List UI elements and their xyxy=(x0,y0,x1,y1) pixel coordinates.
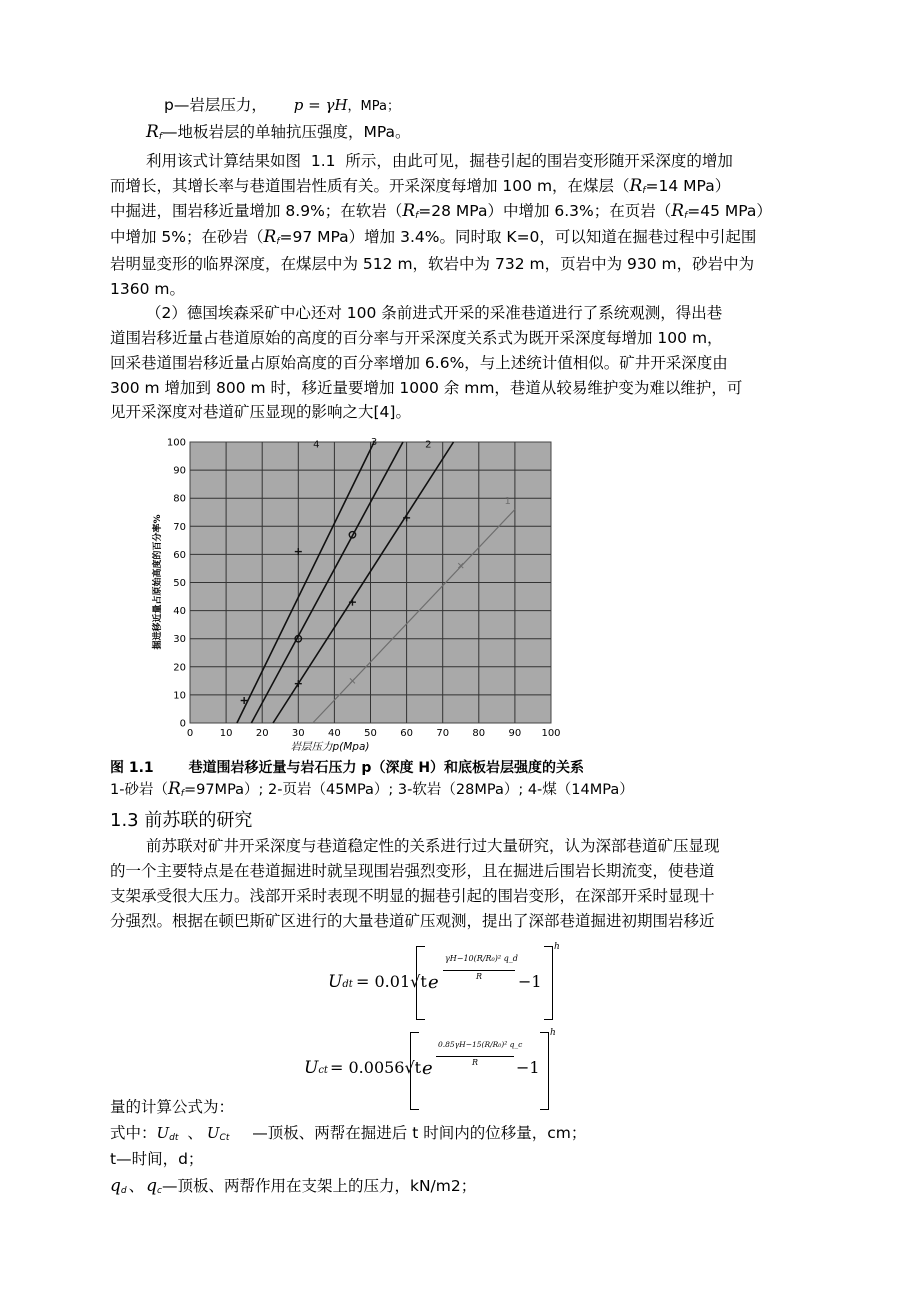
para2-line5: 岩明显变形的临界深度，在煤层中为 512 m，软岩中为 732 m，页岩中为 930 m，砂岩中为 xyxy=(110,255,755,273)
formula-udt: Udt = 0.01√t e γH−10(R/R₀)² q_d R −1 h xyxy=(328,942,558,1022)
line-label-4: 4 xyxy=(313,439,320,451)
y-tick-label: 50 xyxy=(173,578,186,589)
para4-line4: 分强烈。根据在顿巴斯矿区进行的大量巷道矿压观测，提出了深部巷道掘进初期围岩移近 xyxy=(110,912,715,930)
para2-line6: 1360 m。 xyxy=(110,280,185,298)
x-tick-label: 40 xyxy=(328,728,341,739)
y-tick-label: 0 xyxy=(179,718,186,730)
para4-line2: 的一个主要特点是在巷道掘进时就呈现围岩强烈变形，且在掘进后围岩长期流变，使巷道 xyxy=(110,862,715,880)
para2-line4: 中增加 5%；在砂岩（$R_f=97$ MPa）增加 3.4%。同时取 K=0，可以知道在掘巷过程中引起围 xyxy=(110,227,757,247)
x-tick-label: 80 xyxy=(472,728,486,739)
x-tick-label: 30 xyxy=(291,728,305,739)
x-tick-label: 90 xyxy=(508,728,522,739)
x-tick-label: 70 xyxy=(436,728,450,739)
x-tick-label: 60 xyxy=(400,728,413,739)
formula-intro: 量的计算公式为： xyxy=(110,1098,235,1116)
y-tick-label: 10 xyxy=(173,690,186,702)
para3-line1: （2）德国埃森采矿中心还对 100 条前进式开采的采准巷道进行了系统观测，得出巷 xyxy=(146,304,723,322)
x-axis-label: 岩层压力p(Mpa) xyxy=(290,741,370,753)
para4-line3: 支架承受很大压力。浅部开采时表现不明显的掘巷引起的围岩变形，在深部开采时显现十 xyxy=(110,887,715,905)
para3-line5: 见开采深度对巷道矿压显现的影响之大[4]。 xyxy=(110,403,411,421)
definition-t: t—时间，d； xyxy=(110,1150,204,1168)
y-tick-label: 90 xyxy=(173,465,186,477)
para2-line2: 而增长，其增长率与巷道围岩性质有关。开采深度每增加 100 m，在煤层（$R_f=14$ MPa） xyxy=(110,176,731,196)
y-axis-label: 掘进移近量占原始高度的百分率% xyxy=(153,514,163,650)
para2-line1: 利用该式计算结果如图 1.1 所示，由此可见，掘巷引起的围岩变形随开采深度的增加 xyxy=(146,152,733,170)
para3-line3: 回采巷道围岩移近量占原始高度的百分率增加 6.6%，与上述统计值相似。矿井开采深度由 xyxy=(110,354,728,372)
para3-line4: 300 m 增加到 800 m 时，移近量要增加 1000 余 mm，巷道从较易维护变为难以维护，可 xyxy=(110,379,743,397)
x-tick-label: 100 xyxy=(541,728,561,739)
y-tick-label: 40 xyxy=(173,606,186,618)
line-label-2: 2 xyxy=(425,439,432,451)
y-tick-label: 100 xyxy=(166,437,186,449)
figure-caption: 图 1.1 巷道围岩移近量与岩石压力 p（深度 H）和底板岩层强度的关系 xyxy=(110,760,585,776)
y-tick-label: 20 xyxy=(173,662,186,674)
y-tick-label: 60 xyxy=(173,549,186,561)
x-tick-label: 10 xyxy=(219,728,233,739)
para4-line1: 前苏联对矿井开采深度与巷道稳定性的关系进行过大量研究，认为深部巷道矿压显现 xyxy=(146,837,720,855)
section-heading: 1.3 前苏联的研究 xyxy=(110,810,253,831)
x-tick-label: 20 xyxy=(255,728,269,739)
y-tick-label: 80 xyxy=(173,493,186,505)
para2-line3: 中掘进，围岩移近量增加 8.9%；在软岩（$R_f=28$ MPa）中增加 6.3%；在页岩（$R_f=45$ MPa） xyxy=(110,201,772,221)
x-tick-label: 50 xyxy=(364,728,377,739)
definition-u: 式中：$U_{dt}$ 、 $U_{Ct}$ —顶板、两帮在掘进后 t 时间内的位移量，cm； xyxy=(110,1124,587,1143)
rock-pressure-chart xyxy=(140,432,580,757)
line-label-3: 3 xyxy=(370,436,378,448)
y-tick-label: 30 xyxy=(173,634,186,646)
y-tick-label: 70 xyxy=(173,521,186,533)
formula-uct: Uct = 0.0056√t e 0.85γH−15(R/R₀)² q_c R −1 h xyxy=(304,1028,554,1112)
formula-p-gamma-h: p = γH xyxy=(293,96,348,114)
definition-q: $q_d$ 、 $q_c—$顶板、两帮作用在支架上的压力，kN/m2； xyxy=(110,1176,477,1196)
para3-line2: 道围岩移近量占巷道原始的高度的百分率与开采深度关系式为既开采深度每增加 100 m， xyxy=(110,329,723,347)
figure-legend: 1-砂岩$(R_f=97MPa)$; 2-页岩（45MPa）; 3-软岩（28MPa）; 4-煤（14MPa） xyxy=(110,779,634,799)
x-tick-label: 0 xyxy=(186,728,194,739)
definition-rf: $R_f—$地板岩层的单轴抗压强度，MPa。 xyxy=(146,122,411,142)
definition-p: p—岩层压力， p = γH，MPa； xyxy=(164,96,400,114)
line-label-1: 1 xyxy=(504,495,511,507)
